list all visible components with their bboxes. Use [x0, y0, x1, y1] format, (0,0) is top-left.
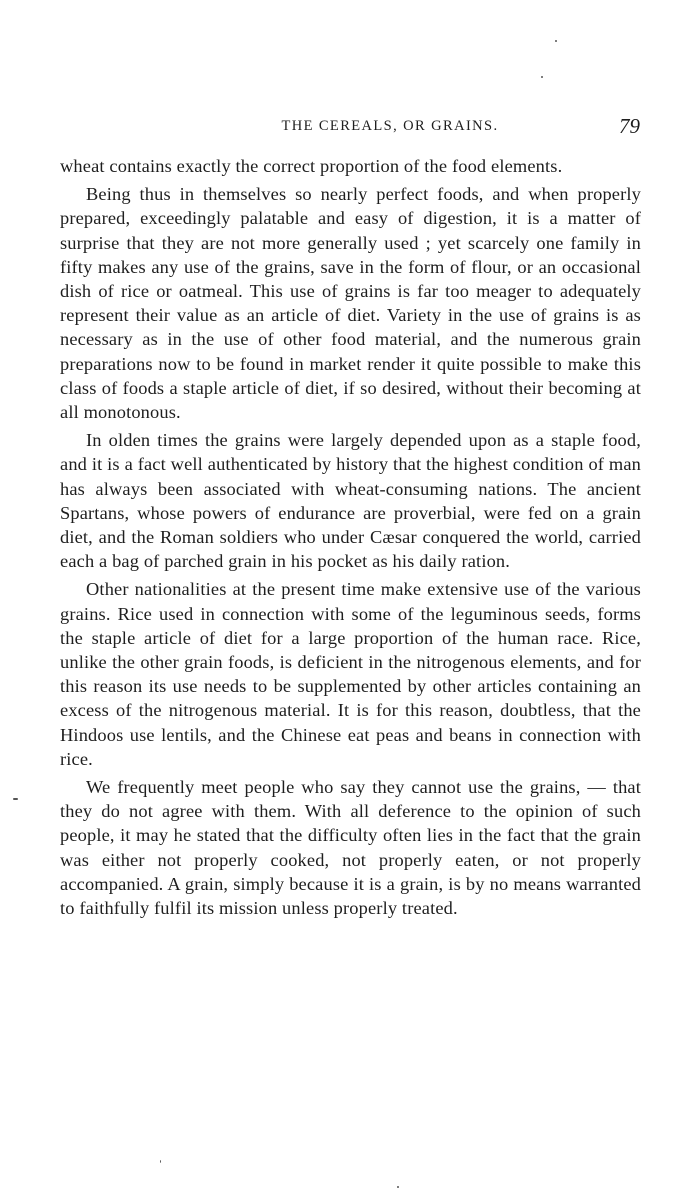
speck [397, 1186, 399, 1188]
speck [555, 40, 557, 42]
page-number: 79 [619, 114, 640, 138]
speck [160, 1160, 161, 1163]
body-text [60, 154, 641, 920]
running-head [60, 114, 640, 142]
running-title: THE CEREALS, OR GRAINS. [281, 118, 499, 134]
paragraph: We frequently meet people who say they cannot use the grains, — that they do not agree with them. With all deference to the opinion of such people, it may he stated that the difficulty often lies in the fact that the grain was either not properly cooked, not properly eaten, or not properly accompanied. A grain, simply because it is a grain, is by no means warranted to faithfully fulfil its mission unless properly treated. [60, 777, 641, 919]
speck [541, 76, 543, 78]
paragraph: In olden times the grains were largely depended upon as a staple food, and it is a fact well authenticated by history that the highest condition of man has always been associated with wheat-consuming nations. The ancient Spartans, whose powers of endurance are proverbial, were fed on a grain diet, and the Roman soldiers who under Cæsar conquered the world, carried each a bag of parched grain in his pocket as his daily ration. [60, 430, 641, 572]
paragraph: Being thus in themselves so nearly perfect foods, and when properly prepared, exceedingly palatable and easy of digestion, it is a matter of surprise that they are not more generally used ; yet scarcely one family in fifty makes any use of the grains, save in the form of flour, or an occasional dish of rice or oatmeal. This use of grains is far too meager to adequately represent their value as an article of diet. Variety in the use of grains is as necessary as in the use of other food material, and the numerous grain preparations now to be found in market render it quite possible to make this class of foods a staple article of diet, if so desired, without their becoming at all monotonous. [60, 184, 641, 423]
paragraph-continued: wheat contains exactly the correct proportion of the food elements. [60, 156, 563, 176]
paragraph: Other nationalities at the present time make extensive use of the various grains. Rice used in connection with some of the leguminous seeds, forms the staple article of diet for a large proportion of the human race. Rice, unlike the other grain foods, is deficient in the nitrogenous elements, and for this reason its use needs to be supplemented by other articles containing an excess of the nitrogenous material. It is for this reason, doubtless, that the Hindoos use lentils, and the Chinese eat peas and beans in connection with rice. [60, 579, 641, 769]
speck [13, 798, 18, 800]
